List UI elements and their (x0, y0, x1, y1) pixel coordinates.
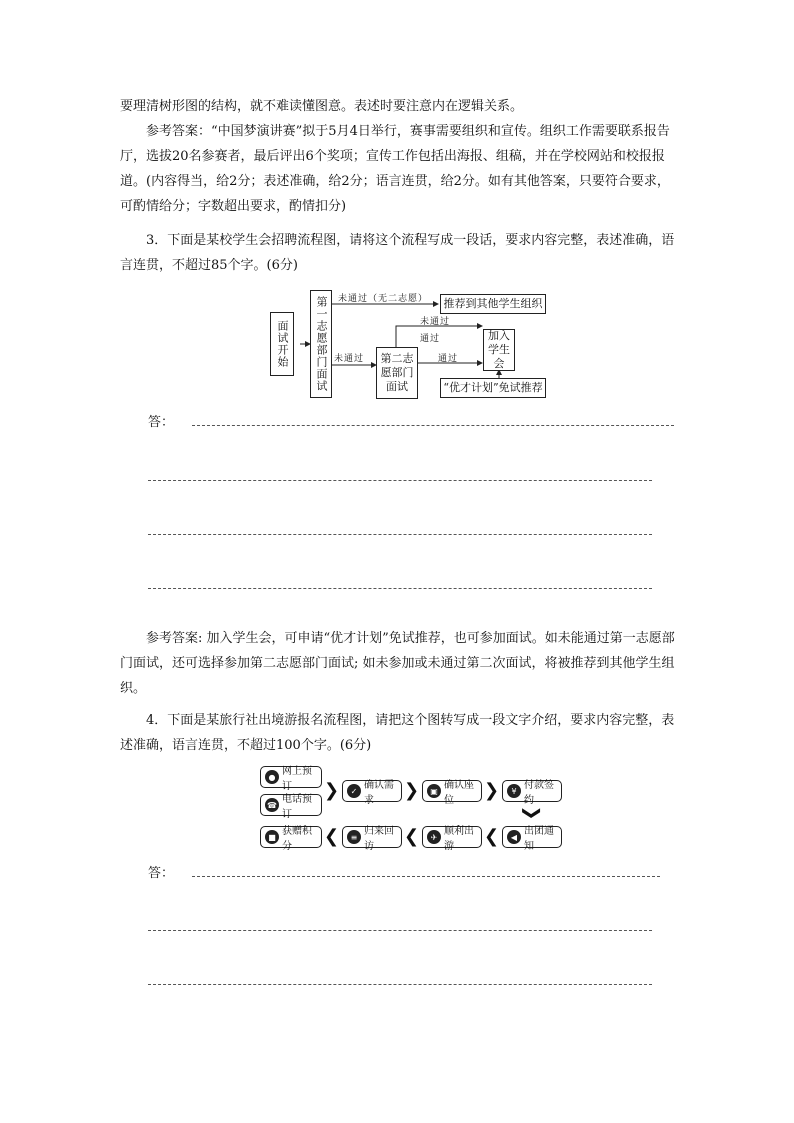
step-trip (422, 826, 482, 852)
check-icon: ✓ (347, 784, 361, 798)
step-notice-label: 出团通知 (524, 826, 554, 852)
list-icon: ≡ (347, 830, 361, 844)
plane-icon: ✈ (427, 830, 441, 844)
label-fail: 未通过 (334, 354, 365, 364)
chevron-left-icon: ❮ (404, 826, 420, 847)
label-pass-top: 通过 (420, 334, 441, 344)
label-pass: 通过 (438, 354, 459, 364)
chevron-left-icon: ❮ (484, 826, 500, 847)
box-start: 面试开始 (270, 312, 294, 376)
box-recommend: 推荐到其他学生组织 (440, 294, 546, 314)
answer-line[interactable] (148, 534, 652, 535)
travel-flowchart (260, 766, 564, 852)
reference-answer-2: 参考答案：“中国梦演讲赛”拟于5月4日举行，赛事需要组织和宣传。组织工作需要联系报告厅，选拔20名参赛者，最后评出6个奖项；宣传工作包括出海报、组稿，并在学校网站和校报报道。(内容得当，给2分；表述准确，给2分；语言连贯，给2分。如有其他答案，只要符合要求，可酌情给分；字数超出要求，酌情扣分) (120, 124, 670, 214)
step-confirm-need-label: 确认需求 (364, 780, 394, 806)
step-notice (502, 826, 562, 852)
chevron-right-icon: ❯ (404, 780, 420, 801)
answer-line[interactable] (148, 930, 652, 931)
reference-answer-3: 参考答案: 加入学生会，可申请“优才计划”免试推荐，也可参加面试。如未能通过第一志愿部门面试，还可选择参加第二志愿部门面试; 如未参加或未通过第二次面试，将被推荐到其他学生组织。 (120, 631, 675, 696)
chevron-right-icon: ❯ (324, 780, 340, 801)
step-online-label: 网上预订 (282, 766, 312, 792)
question-3: 3．下面是某校学生会招聘流程图，请将这个流程写成一段话，要求内容完整，表述准确，语言连贯，不超过85个字。(6分) (120, 233, 675, 273)
chevron-left-icon: ❮ (324, 826, 340, 847)
answer-label-3: 答： (148, 415, 175, 430)
step-points (260, 826, 322, 852)
yen-icon: ¥ (507, 784, 521, 798)
step-visit-label: 归来回访 (364, 826, 394, 852)
answer-label-4: 答： (148, 866, 175, 881)
recruit-flowchart (270, 288, 560, 400)
speaker-icon: ◀ (507, 830, 521, 844)
answer-line[interactable] (148, 588, 652, 589)
box-join: 加入学生会 (483, 329, 515, 371)
step-confirm-seat (422, 780, 482, 806)
label-fail-top: 未通过 (420, 317, 451, 327)
answer-line[interactable] (192, 876, 660, 877)
box-first-choice: 第一志愿部门面试 (310, 290, 332, 398)
phone-icon: ☎ (265, 798, 279, 812)
step-trip-label: 顺利出游 (444, 826, 474, 852)
step-points-label: 获赠积分 (282, 826, 312, 852)
gift-icon: ■ (265, 830, 279, 844)
lock-icon: ● (265, 770, 279, 784)
chevron-right-icon: ❯ (484, 780, 500, 801)
seat-icon: ▣ (427, 784, 441, 798)
chevron-down-icon: ❯ (521, 805, 543, 821)
answer-line[interactable] (192, 425, 674, 426)
step-phone (260, 794, 322, 820)
box-excellent-plan: “优才计划”免试推荐 (440, 378, 546, 398)
step-confirm-seat-label: 确认座位 (444, 780, 474, 806)
step-visit (342, 826, 402, 852)
label-fail-no-second: 未通过（无二志愿） (338, 294, 429, 304)
answer-line[interactable] (148, 984, 652, 985)
step-phone-label: 电话预订 (282, 794, 312, 820)
step-online (260, 766, 322, 792)
intro-text: 要理清树形图的结构，就不难读懂图意。表述时要注意内在逻辑关系。 (120, 99, 524, 114)
answer-line[interactable] (148, 480, 652, 481)
step-pay (502, 780, 562, 806)
question-4: 4．下面是某旅行社出境游报名流程图，请把这个图转写成一段文字介绍，要求内容完整，表述准确，语言连贯，不超过100个字。(6分) (120, 713, 675, 753)
step-pay-label: 付款签约 (524, 780, 554, 806)
box-second-choice: 第二志愿部门面试 (376, 347, 418, 399)
step-confirm-need (342, 780, 402, 806)
